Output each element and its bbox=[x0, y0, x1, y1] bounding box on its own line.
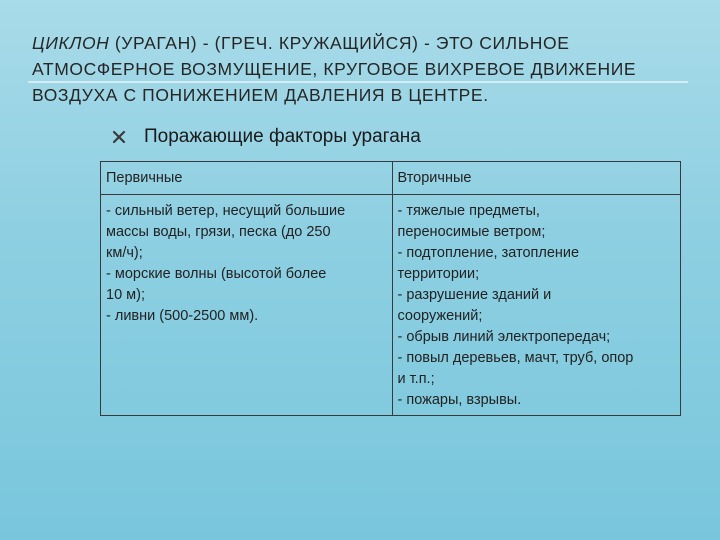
list-item: 10 м); bbox=[106, 287, 145, 303]
bullet-text: Поражающие факторы урагана bbox=[144, 126, 421, 147]
title-divider bbox=[28, 81, 688, 83]
table-row bbox=[101, 195, 681, 416]
list-item: переносимые ветром; bbox=[397, 224, 546, 240]
list-item: - морские волны (высотой более bbox=[106, 266, 327, 282]
title-lead: ЦИКЛОН bbox=[32, 33, 110, 53]
title-rest: (УРАГАН) - (ГРЕЧ. КРУЖАЩИЙСЯ) - ЭТО СИЛЬНОЕ АТМОСФЕРНОЕ ВОЗМУЩЕНИЕ, КРУГОВОЕ ВИХРЕВОЕ ДВИЖЕНИЕ ВОЗДУХА С ПОНИЖЕНИЕМ ДАВЛЕНИЯ В ЦЕНТРЕ. bbox=[32, 33, 637, 105]
factors-table bbox=[100, 161, 681, 416]
list-item: - сильный ветер, несущий большие bbox=[106, 203, 346, 219]
primary-factors-cell bbox=[101, 195, 393, 416]
list-item: массы воды, грязи, песка (до 250 bbox=[106, 224, 331, 240]
list-item: и т.п.; bbox=[397, 371, 435, 387]
header-secondary: Вторичные bbox=[392, 162, 680, 195]
list-item: - тяжелые предметы, bbox=[397, 203, 540, 219]
list-item: - обрыв линий электропередач; bbox=[397, 329, 611, 345]
list-item: - ливни (500-2500 мм). bbox=[106, 308, 259, 324]
secondary-factors-cell bbox=[392, 195, 680, 416]
list-item: сооружений; bbox=[397, 308, 483, 324]
slide-title bbox=[32, 30, 692, 108]
list-item: территории; bbox=[397, 266, 480, 282]
cross-bullet-icon bbox=[112, 130, 126, 144]
table-header-row bbox=[101, 162, 681, 195]
list-item: - пожары, взрывы. bbox=[397, 392, 522, 408]
list-item: км/ч); bbox=[106, 245, 143, 261]
header-primary: Первичные bbox=[101, 162, 393, 195]
list-item: - повыл деревьев, мачт, труб, опор bbox=[397, 350, 634, 366]
list-item: - разрушение зданий и bbox=[397, 287, 552, 303]
bullet-item bbox=[112, 126, 421, 148]
list-item: - подтопление, затопление bbox=[397, 245, 580, 261]
